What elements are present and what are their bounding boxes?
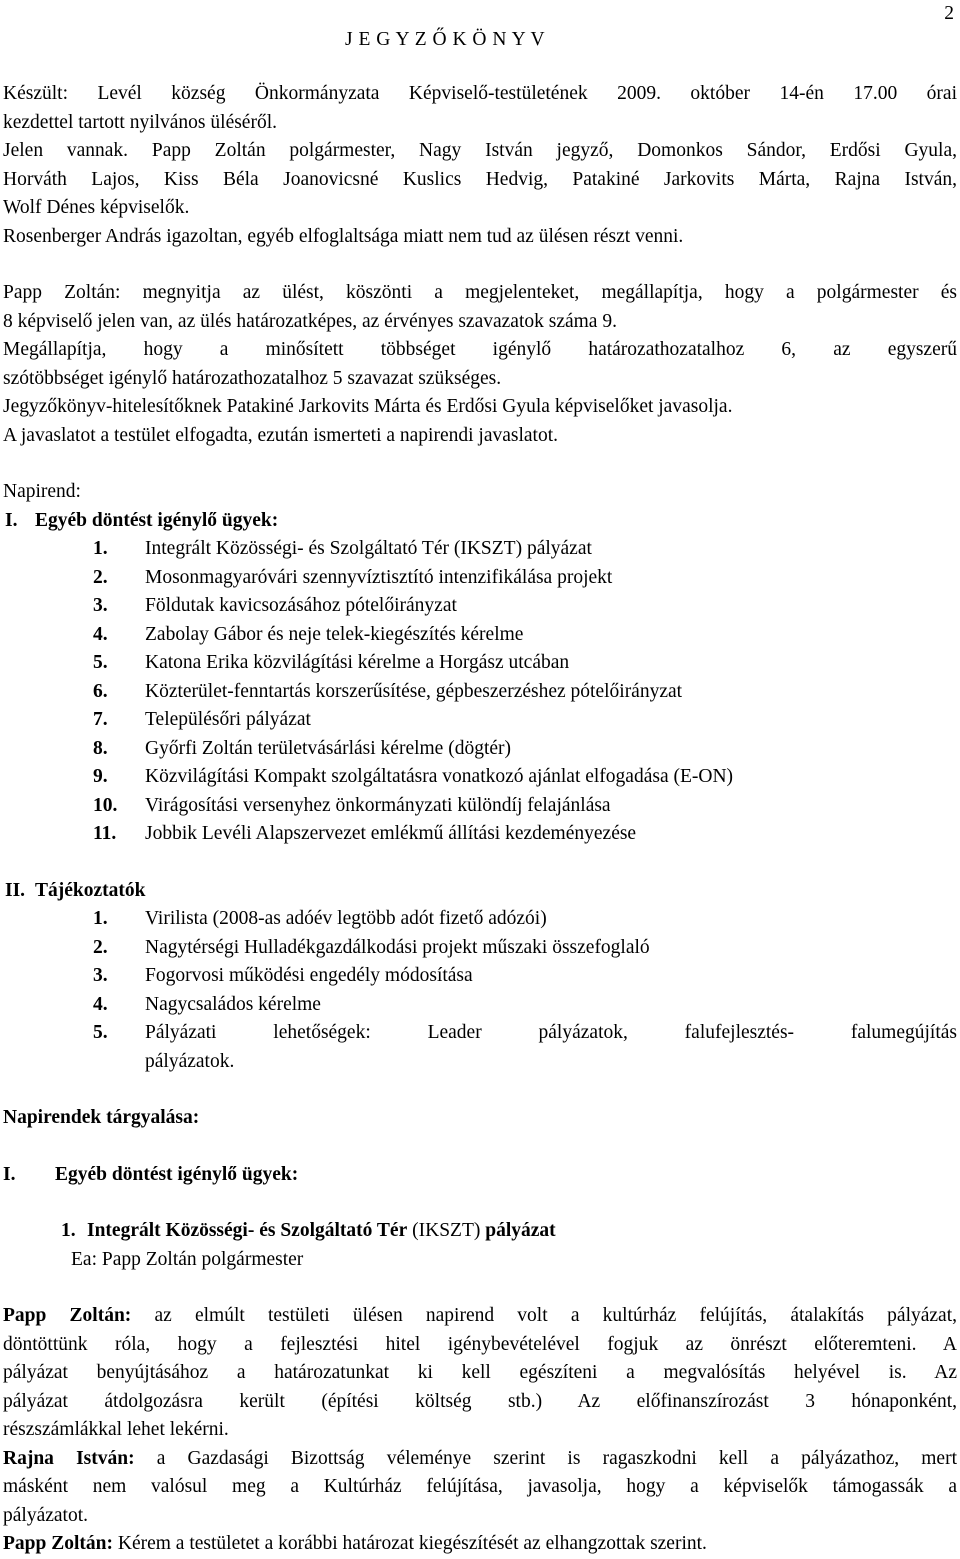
item-number: 7.	[93, 709, 108, 730]
list-item	[3, 934, 957, 963]
item-text: Pályázati lehetőségek: Leader pályázatok, falufejlesztés- falumegújítás	[145, 1022, 957, 1043]
absent-line: Rosenberger András igazoltan, egyéb elfoglaltsága miatt nem tud az ülésen részt venni.	[3, 225, 684, 247]
section-title: Egyéb döntést igénylő ügyek:	[35, 509, 279, 531]
para1-line-2: döntöttünk róla, hogy a fejlesztési hitel igénybevételével fogjuk az önrészt előteremteni. A	[3, 1333, 957, 1355]
agenda-section-2-list	[3, 905, 957, 1076]
list-item	[3, 1019, 957, 1048]
para3-line-1	[3, 1530, 957, 1559]
item-text: Fogorvosi működési engedély módosítása	[145, 965, 473, 986]
list-item	[3, 706, 957, 735]
opening-line-1	[3, 279, 957, 308]
intro-line-2: kezdettel tartott nyilvános üléséről.	[3, 111, 277, 133]
para2-line-1	[3, 1445, 957, 1474]
item-number: 2.	[93, 936, 108, 958]
document-title: J E G Y Z Ő K Ö N Y V	[345, 29, 546, 50]
item-number: 5.	[93, 1022, 108, 1043]
item-text: Településőri pályázat	[145, 709, 311, 730]
item-number: 4.	[93, 993, 108, 1015]
speaker-name: Papp Zoltán:	[3, 282, 121, 303]
agenda-label: Napirend:	[3, 481, 81, 502]
spacer	[3, 251, 957, 279]
list-item	[3, 678, 957, 707]
spacer	[3, 1189, 957, 1217]
present-line-2: Horváth Lajos, Kiss Béla Joanovicsné Kuslics Hedvig, Patakiné Jarkovits Márta, Rajna István,	[3, 168, 957, 190]
opening-line-3: Megállapítja, hogy a minősített többséget igénylő határozathozatalhoz 6, az egyszerű	[3, 339, 957, 360]
section-title: Egyéb döntést igénylő ügyek:	[55, 1163, 299, 1185]
opening-text: megnyitja az ülést, köszönti a megjelenteket, megállapítja, hogy a polgármester és	[120, 282, 957, 303]
item-text: Jobbik Levéli Alapszervezet emlékmű állítási kezdeményezése	[145, 823, 637, 844]
topic-heading	[3, 1217, 957, 1246]
item-text: Nagycsaládos kérelme	[145, 993, 321, 1015]
list-item	[3, 962, 957, 991]
item-text: Virilista (2008-as adóév legtöbb adót fizető adózói)	[145, 908, 547, 929]
speaker-name: Papp Zoltán:	[3, 1305, 132, 1326]
list-item	[3, 592, 957, 621]
list-item	[3, 792, 957, 821]
section-number: II.	[5, 879, 26, 901]
list-item	[3, 763, 957, 792]
topic-title-end: pályázat	[485, 1220, 556, 1241]
item-text: Közterület-fenntartás korszerűsítése, gépbeszerzéshez pótelőirányzat	[145, 680, 683, 702]
topic-number: 1.	[61, 1220, 76, 1241]
item-number: 6.	[93, 680, 108, 702]
spacer	[3, 1133, 957, 1161]
spacer	[3, 450, 957, 478]
opening-line-2: 8 képviselő jelen van, az ülés határozatképes, az érvényes szavazatok száma 9.	[3, 310, 617, 332]
item-text: Győrfi Zoltán területvásárlási kérelme (dögtér)	[145, 737, 512, 759]
intro-line-1: Készült: Levél község Önkormányzata Képviselő-testületének 2009. október 14-én 17.00 órai	[3, 83, 957, 104]
list-item	[3, 991, 957, 1020]
spacer	[3, 1274, 957, 1302]
speaker-name: Rajna István:	[3, 1447, 135, 1469]
discussion-heading: Napirendek tárgyalása:	[3, 1107, 200, 1128]
item-text: Katona Erika közvilágítási kérelme a Horgász utcában	[145, 652, 570, 673]
item-text: Integrált Közösségi- és Szolgáltató Tér (IKSZT) pályázat	[145, 538, 592, 559]
para1-line-1	[3, 1302, 957, 1331]
para2-line-3: pályázatot.	[3, 1504, 88, 1526]
item-number: 10.	[93, 794, 118, 816]
present-line-3: Wolf Dénes képviselők.	[3, 197, 190, 218]
agenda-section-2	[3, 877, 957, 906]
para1-line-4: pályázat átdolgozásra került (építési költség stb.) Az előfinanszírozást 3 hónaponként,	[3, 1390, 957, 1412]
list-item	[3, 649, 957, 678]
para1-line-3: pályázat benyújtásához a határozatunkat ki kell egészíteni a megvalósítás helyével is. Az	[3, 1362, 957, 1383]
document-body	[3, 80, 957, 1559]
present-line-1: Jelen vannak. Papp Zoltán polgármester, Nagy István jegyző, Domonkos Sándor, Erdősi Gyula,	[3, 140, 957, 161]
discussion-section	[3, 1161, 957, 1190]
topic-title: Integrált Közösségi- és Szolgáltató Tér	[87, 1220, 408, 1241]
item-number: 1.	[93, 908, 108, 929]
item-number: 2.	[93, 566, 108, 588]
item-text: Közvilágítási Kompakt szolgáltatásra vonatkozó ajánlat elfogadása (E-ON)	[145, 766, 734, 787]
list-item	[3, 535, 957, 564]
section-title: Tájékoztatók	[35, 879, 146, 901]
item-number: 9.	[93, 766, 108, 787]
section-number: I.	[5, 509, 18, 531]
item-number: 11.	[93, 823, 117, 844]
opening-line-5: Jegyzőkönyv-hitelesítőknek Patakiné Jarkovits Márta és Erdősi Gyula képviselőket javasolja.	[3, 396, 733, 417]
presenter-line: Ea: Papp Zoltán polgármester	[71, 1248, 304, 1270]
agenda-section-1	[3, 507, 957, 536]
item-text: Zabolay Gábor és neje telek-kiegészítés kérelme	[145, 623, 524, 645]
list-item	[3, 820, 957, 849]
item-text: Nagytérségi Hulladékgazdálkodási projekt műszaki összefoglaló	[145, 936, 650, 958]
item-number: 5.	[93, 652, 108, 673]
item-number: 1.	[93, 538, 108, 559]
opening-line-6: A javaslatot a testület elfogadta, ezután ismerteti a napirendi javaslatot.	[3, 424, 559, 446]
spacer	[3, 1076, 957, 1104]
item-number: 3.	[93, 965, 108, 986]
list-item	[3, 621, 957, 650]
item-number: 3.	[93, 595, 108, 616]
item-text: Mosonmagyaróvári szennyvíztisztító intenzifikálása projekt	[145, 566, 613, 588]
spacer	[3, 849, 957, 877]
para2-line-2: másként nem valósul meg a Kultúrház felújítása, javasolja, hogy a képviselők támogassák a	[3, 1476, 957, 1497]
list-item	[3, 564, 957, 593]
speech-text: Kérem a testületet a korábbi határozat kiegészítését az elhangzottak szerint.	[112, 1533, 707, 1554]
topic-abbr: (IKSZT)	[407, 1220, 486, 1241]
speech-text: a Gazdasági Bizottság véleménye szerint is ragaszkodni kell a pályázathoz, mert	[134, 1447, 957, 1469]
item-number: 8.	[93, 737, 108, 759]
page-number: 2	[944, 3, 954, 24]
agenda-section-1-list	[3, 535, 957, 849]
item-text: Virágosítási versenyhez önkormányzati különdíj felajánlása	[145, 794, 611, 816]
item-text: Földutak kavicsozásához pótelőirányzat	[145, 595, 457, 616]
list-item-continuation: pályázatok.	[145, 1050, 235, 1072]
item-number: 4.	[93, 623, 108, 645]
speech-text: az elmúlt testületi ülésen napirend volt a kultúrház felújítás, átalakítás pályázat,	[131, 1305, 957, 1326]
list-item	[3, 735, 957, 764]
opening-line-4: szótöbbséget igénylő határozathozatalhoz 5 szavazat szükséges.	[3, 367, 502, 389]
speaker-name: Papp Zoltán:	[3, 1533, 113, 1554]
para1-line-5: részszámlákkal lehet lekérni.	[3, 1419, 229, 1440]
section-number: I.	[3, 1163, 16, 1185]
list-item	[3, 905, 957, 934]
